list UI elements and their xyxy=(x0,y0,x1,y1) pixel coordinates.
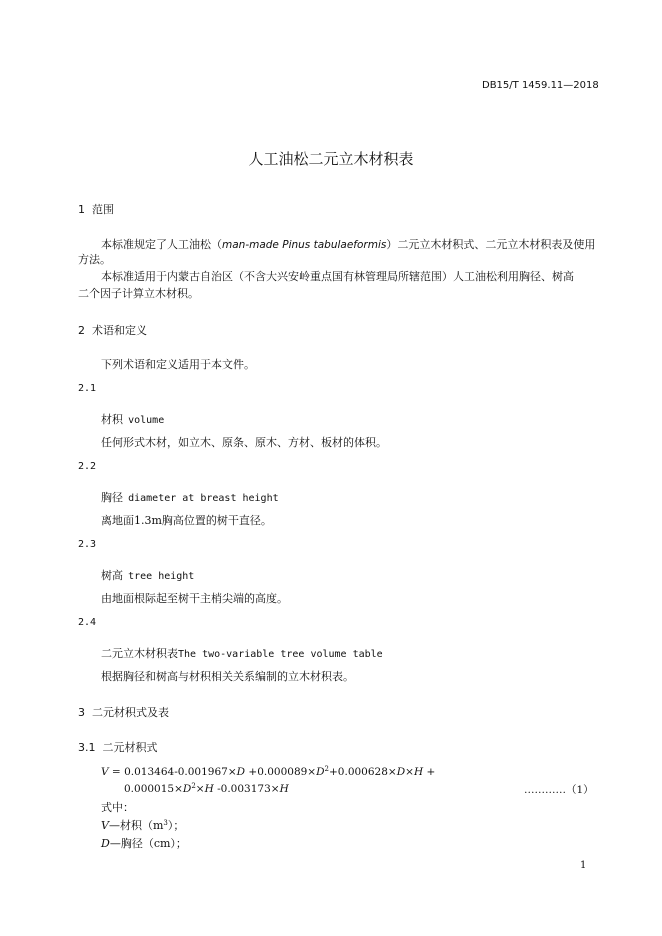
section-number: 1 xyxy=(78,203,85,216)
term-number: 2.3 xyxy=(78,539,97,550)
term-title: 树高 tree height xyxy=(101,569,195,582)
term-title: 胸径 diameter at breast height xyxy=(101,491,279,504)
terms-intro: 下列术语和定义适用于本文件。 xyxy=(101,358,255,371)
term-definition: 根据胸径和树高与材积相关关系编制的立木材积表。 xyxy=(101,670,354,683)
term-title: 材积 volume xyxy=(101,413,165,426)
page-title: 人工油松二元立木材积表 xyxy=(248,150,414,168)
formula-number: …………（1） xyxy=(524,784,594,796)
section-1-heading xyxy=(78,201,114,217)
section-2-heading xyxy=(78,322,147,338)
section-title: 范围 xyxy=(92,203,114,216)
section-title: 术语和定义 xyxy=(92,324,147,337)
page-number: 1 xyxy=(580,860,587,871)
term-title: 二元立木材积表The two-variable tree volume table xyxy=(101,647,383,660)
variable-definition: D—胸径（cm）； xyxy=(101,837,187,850)
term-definition: 离地面1.3m胸高位置的树干直径。 xyxy=(101,514,272,527)
term-number: 2.4 xyxy=(78,617,97,628)
section-number: 3 xyxy=(78,706,85,719)
section-3-heading xyxy=(78,704,169,720)
scope-paragraph-1-cont: 方法。 xyxy=(78,253,111,266)
scope-paragraph-1: 本标准规定了人工油松（man-made Pinus tabulaeformis）二元立木材积式、二元立木材积表及使用 xyxy=(101,238,596,251)
standard-code: DB15/T 1459.11—2018 xyxy=(482,80,599,91)
formula-line-2: $0.000015\times D^2\times H$ -0.003173×H xyxy=(124,782,289,795)
scope-paragraph-2: 本标准适用于内蒙古自治区（不含大兴安岭重点国有林管理局所辖范围）人工油松利用胸径、树高 xyxy=(101,270,574,283)
formula-where: 式中： xyxy=(101,801,134,814)
term-number: 2.1 xyxy=(78,383,97,394)
subsection-3-1-heading: 3.1 二元材积式 xyxy=(78,741,158,754)
section-number: 2 xyxy=(78,324,85,337)
term-number: 2.2 xyxy=(78,461,97,472)
variable-definition: V—材积$(m^3)$； xyxy=(101,819,185,832)
term-definition: 由地面根际起至树干主梢尖端的高度。 xyxy=(101,592,288,605)
scope-paragraph-2-cont: 二个因子计算立木材积。 xyxy=(78,287,199,300)
formula-line-1: $V = 0.013464-0.001967\times D +0.000089\times D^2+0.000628\times D\times H$ + xyxy=(101,765,436,778)
term-definition: 任何形式木材，如立木、原条、原木、方材、板材的体积。 xyxy=(101,436,387,449)
section-title: 二元材积式及表 xyxy=(92,706,169,719)
